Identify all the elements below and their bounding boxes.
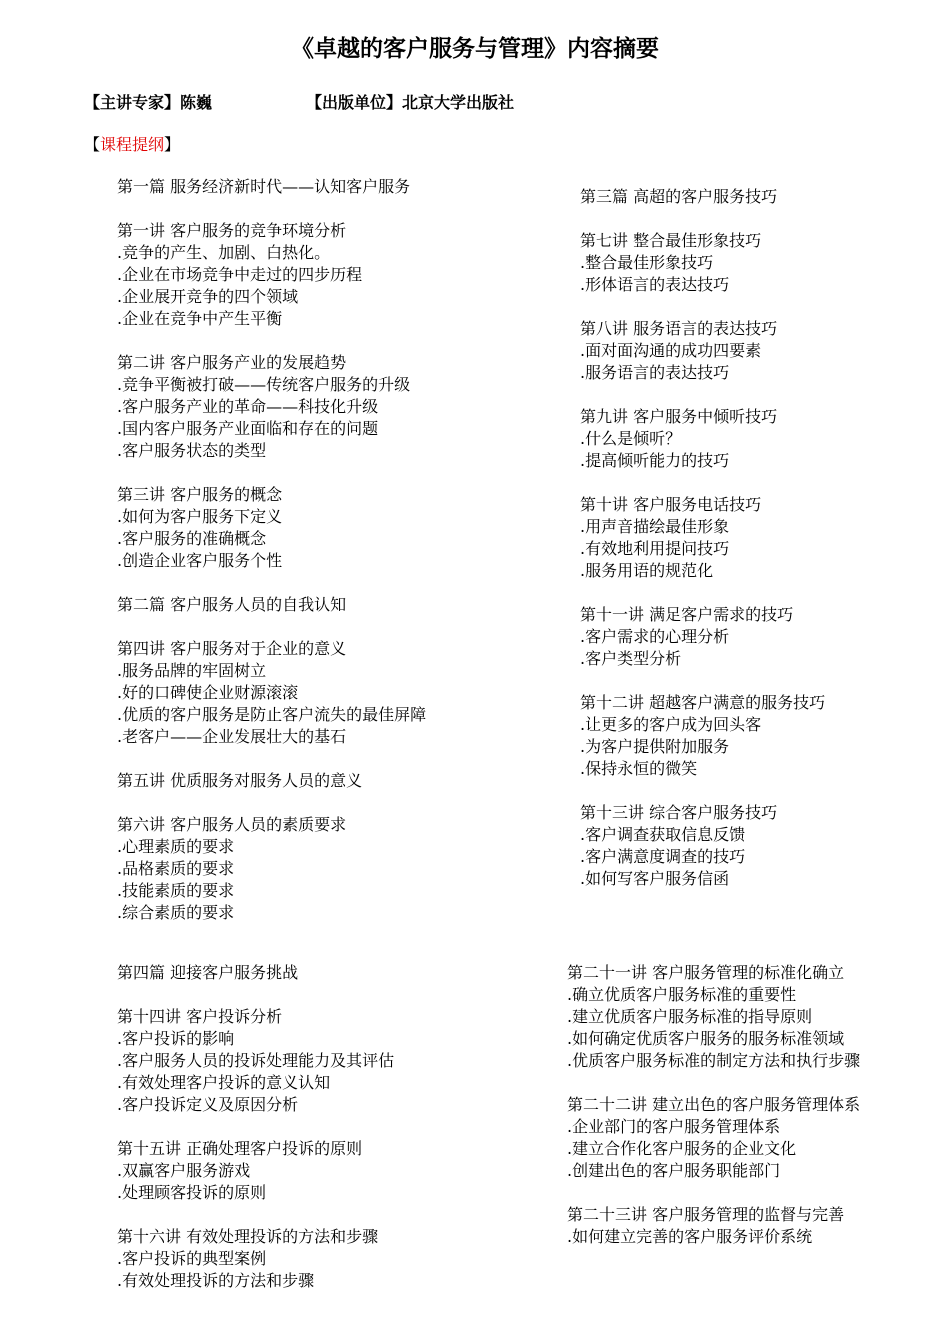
lecture-item: .有效处理客户投诉的意义认知 [117,1073,331,1092]
lecture-item: .优质的客户服务是防止客户流失的最佳屏障 [117,705,427,724]
outline-bracket-open: 【 [84,135,101,154]
lecture-item: .技能素质的要求 [117,881,235,900]
expert-line: 【主讲专家】陈巍 [84,93,213,112]
publisher-line: 【出版单位】北京大学出版社 [306,93,515,112]
lecture-title: 第十四讲 客户投诉分析 [117,1007,283,1026]
lecture-item: .品格素质的要求 [117,859,235,878]
lecture-title: 第七讲 整合最佳形象技巧 [580,231,762,250]
lecture-item: .老客户——企业发展壮大的基石 [117,727,347,746]
outline-bracket-close: 】 [164,135,181,154]
right-bottom-column [532,962,868,1248]
lecture-item: .客户服务产业的革命——科技化升级 [117,397,379,416]
lecture-title: 第六讲 客户服务人员的素质要求 [117,815,347,834]
outline-label-text: 课程提纲 [100,135,165,154]
lecture-item: .什么是倾听？ [580,429,682,448]
lecture-item: .建立合作化客户服务的企业文化 [567,1139,797,1158]
lecture-item: .竞争平衡被打破——传统客户服务的升级 [117,375,411,394]
lecture-item: .有效处理投诉的方法和步骤 [117,1271,315,1290]
lecture-item: .客户需求的心理分析 [580,627,730,646]
lecture-item: .为客户提供附加服务 [580,737,730,756]
lecture-title: 第十三讲 综合客户服务技巧 [580,803,778,822]
lecture-item: .优质客户服务标准的制定方法和执行步骤 [567,1051,861,1070]
left-bottom-column [117,962,507,1292]
lecture-title: 第一讲 客户服务的竞争环境分析 [117,221,347,240]
lecture-item: .客户服务状态的类型 [117,441,267,460]
lecture-title: 第二讲 客户服务产业的发展趋势 [117,353,347,372]
lecture-item: .客户满意度调查的技巧 [580,847,746,866]
lecture-title: 第五讲 优质服务对服务人员的意义 [117,771,363,790]
lecture-item: .服务用语的规范化 [580,561,714,580]
lecture-item: .竞争的产生、加剧、白热化。 [117,243,331,262]
part-heading: 第三篇 高超的客户服务技巧 [580,187,778,206]
lecture-title: 第八讲 服务语言的表达技巧 [580,319,778,338]
lecture-title: 第十五讲 正确处理客户投诉的原则 [117,1139,363,1158]
lecture-title: 第三讲 客户服务的概念 [117,485,283,504]
lecture-item: .保持永恒的微笑 [580,759,698,778]
right-top-column [580,186,880,890]
lecture-item: .服务语言的表达技巧 [580,363,730,382]
lecture-item: .企业展开竞争的四个领域 [117,287,299,306]
lecture-item: .提高倾听能力的技巧 [580,451,730,470]
lecture-item: .国内客户服务产业面临和存在的问题 [117,419,379,438]
lecture-title: 第二十一讲 客户服务管理的标准化确立 [567,963,845,982]
lecture-item: .综合素质的要求 [117,903,235,922]
lecture-item: .服务品牌的牢固树立 [117,661,267,680]
lecture-item: .建立优质客户服务标准的指导原则 [567,1007,813,1026]
lecture-item: .双赢客户服务游戏 [117,1161,251,1180]
lecture-item: .好的口碑使企业财源滚滚 [117,683,299,702]
lecture-item: .如何建立完善的客户服务评价系统 [567,1227,813,1246]
lecture-item: .客户投诉的影响 [117,1029,235,1048]
lecture-title: 第二十二讲 建立出色的客户服务管理体系 [567,1095,861,1114]
lecture-item: .面对面沟通的成功四要素 [580,341,762,360]
lecture-item: .确立优质客户服务标准的重要性 [567,985,797,1004]
lecture-item: .客户投诉的典型案例 [117,1249,267,1268]
lecture-title: 第二十三讲 客户服务管理的监督与完善 [567,1205,845,1224]
page-title: 《卓越的客户服务与管理》内容摘要 [291,36,659,62]
lecture-item: .整合最佳形象技巧 [580,253,714,272]
lecture-title: 第十一讲 满足客户需求的技巧 [580,605,794,624]
lecture-item: .形体语言的表达技巧 [580,275,730,294]
lecture-item: .有效地利用提问技巧 [580,539,730,558]
part-heading: 第二篇 客户服务人员的自我认知 [117,595,347,614]
lecture-item: .客户类型分析 [580,649,682,668]
lecture-title: 第十讲 客户服务电话技巧 [580,495,762,514]
lecture-item: .企业在竞争中产生平衡 [117,309,283,328]
lecture-item: .如何确定优质客户服务的服务标准领域 [567,1029,845,1048]
lecture-item: .客户调查获取信息反馈 [580,825,746,844]
lecture-item: .企业在市场竞争中走过的四步历程 [117,265,363,284]
lecture-item: .如何为客户服务下定义 [117,507,283,526]
lecture-title: 第九讲 客户服务中倾听技巧 [580,407,778,426]
lecture-item: .创建出色的客户服务职能部门 [567,1161,781,1180]
lecture-item: .企业部门的客户服务管理体系 [567,1117,781,1136]
lecture-item: .创造企业客户服务个性 [117,551,283,570]
lecture-title: 第十二讲 超越客户满意的服务技巧 [580,693,826,712]
part-heading: 第一篇 服务经济新时代——认知客户服务 [117,177,411,196]
lecture-item: .客户服务的准确概念 [117,529,267,548]
lecture-title: 第十六讲 有效处理投诉的方法和步骤 [117,1227,379,1246]
lecture-title: 第四讲 客户服务对于企业的意义 [117,639,347,658]
lecture-item: .客户服务人员的投诉处理能力及其评估 [117,1051,395,1070]
lecture-item: .如何写客户服务信函 [580,869,730,888]
lecture-item: .用声音描绘最佳形象 [580,517,730,536]
lecture-item: .处理顾客投诉的原则 [117,1183,267,1202]
left-top-column [117,176,507,924]
lecture-item: .心理素质的要求 [117,837,235,856]
lecture-item: .让更多的客户成为回头客 [580,715,762,734]
outline-label [84,134,180,156]
part-heading: 第四篇 迎接客户服务挑战 [117,963,299,982]
lecture-item: .客户投诉定义及原因分析 [117,1095,299,1114]
